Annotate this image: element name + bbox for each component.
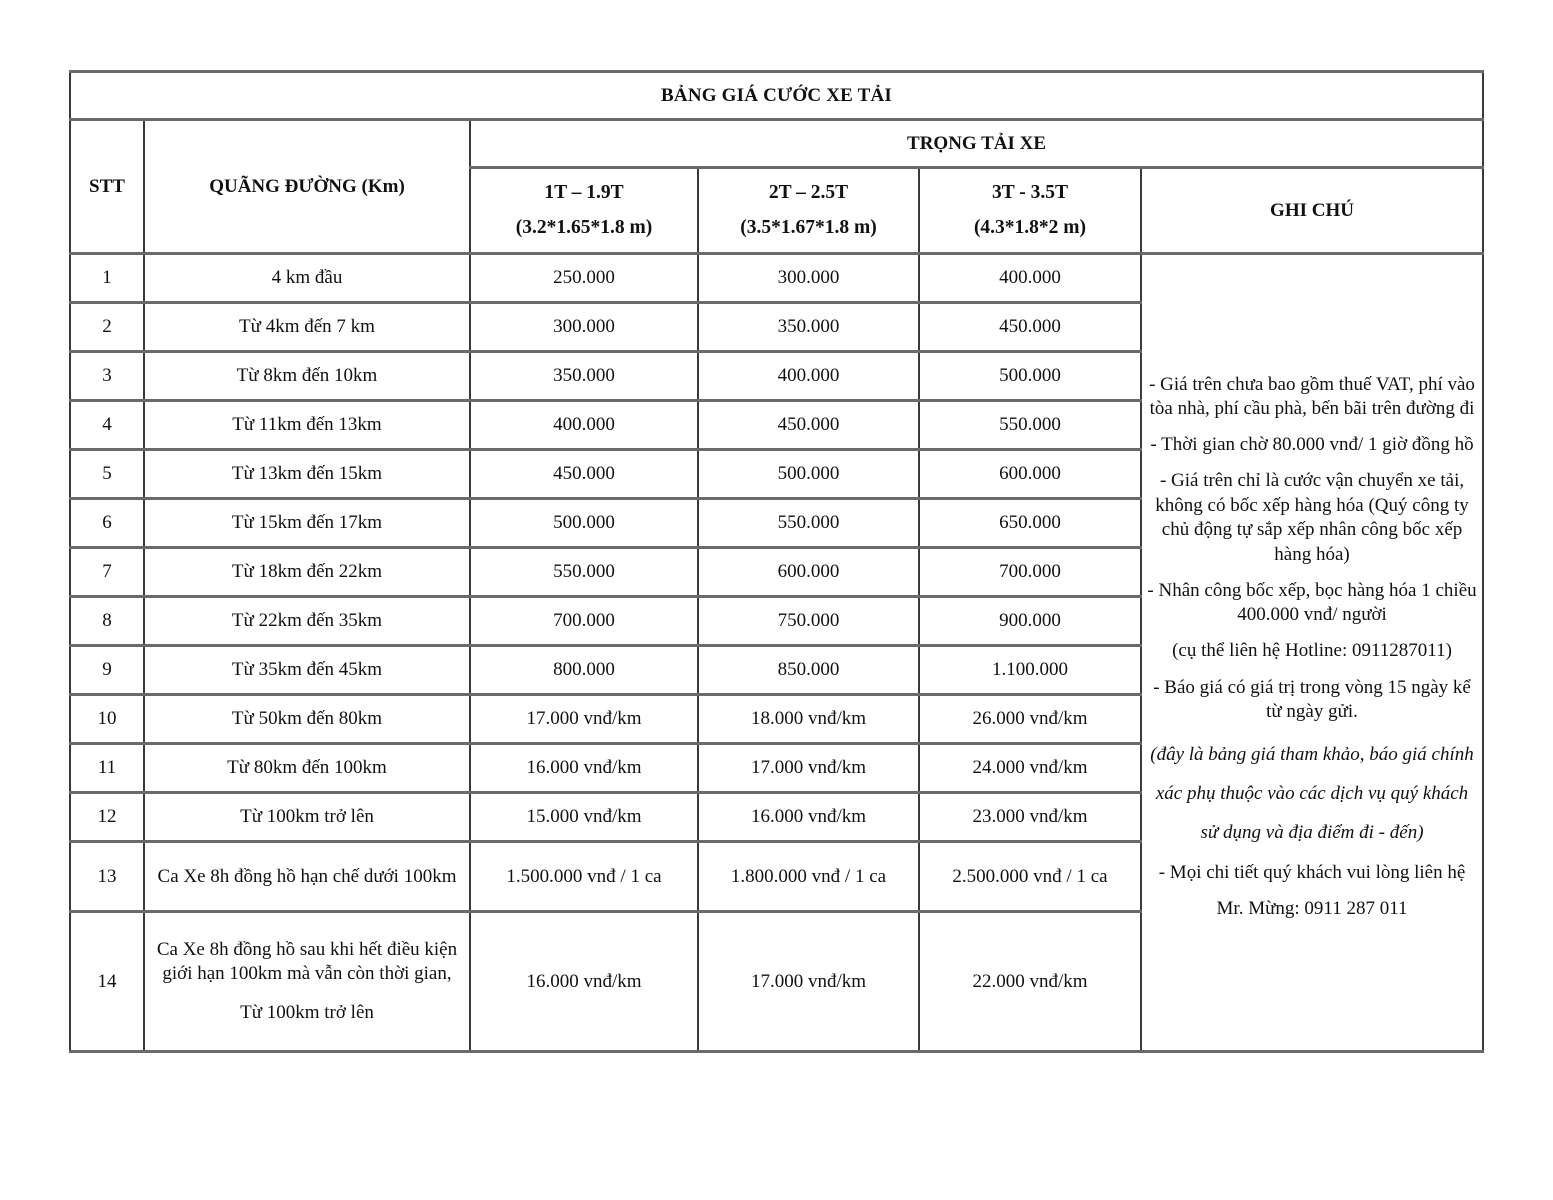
stt-cell: 13 (70, 842, 144, 912)
stt-cell: 1 (70, 254, 144, 303)
distance-line-1: Ca Xe 8h đồng hồ sau khi hết điều kiện giới hạn 100km mà vẫn còn thời gian, (156, 938, 458, 984)
distance-cell: Ca Xe 8h đồng hồ hạn chế dưới 100km (144, 842, 470, 912)
stt-cell: 5 (70, 450, 144, 499)
stt-cell: 9 (70, 646, 144, 695)
note-contact: - Mọi chi tiết quý khách vui lòng liên hệ (1158, 861, 1466, 883)
load-class-3-dims: (4.3*1.8*2 m) (973, 217, 1087, 238)
note-validity: - Báo giá có giá trị trong vòng 15 ngày kể từ ngày gửi. (1153, 676, 1471, 723)
price-cell-1t: 16.000 vnđ/km (470, 744, 698, 793)
price-cell-1t: 700.000 (470, 597, 698, 646)
distance-cell (144, 912, 470, 1052)
note-vat: - Giá trên chưa bao gồm thuế VAT, phí vào tòa nhà, phí cầu phà, bến bãi trên đường đi (1149, 373, 1475, 420)
price-cell-3t: 24.000 vnđ/km (919, 744, 1141, 793)
price-cell-1t: 300.000 (470, 303, 698, 352)
price-cell-3t: 550.000 (919, 401, 1141, 450)
price-cell-3t: 1.100.000 (919, 646, 1141, 695)
price-cell-2t: 600.000 (698, 548, 919, 597)
price-cell-1t: 550.000 (470, 548, 698, 597)
stt-cell: 12 (70, 793, 144, 842)
header-stt: STT (70, 120, 144, 254)
price-cell-3t: 700.000 (919, 548, 1141, 597)
load-class-1-dims: (3.2*1.65*1.8 m) (515, 217, 653, 238)
distance-cell: Từ 15km đến 17km (144, 499, 470, 548)
stt-cell: 14 (70, 912, 144, 1052)
table-title-row (70, 72, 1483, 120)
stt-cell: 8 (70, 597, 144, 646)
distance-line-2: Từ 100km trở lên (240, 1002, 374, 1024)
load-class-2-dims: (3.5*1.67*1.8 m) (740, 217, 877, 238)
price-cell-3t: 500.000 (919, 352, 1141, 401)
price-cell-2t: 500.000 (698, 450, 919, 499)
load-class-2-label: 2T – 2.5T (768, 182, 849, 203)
header-load-class-1 (470, 168, 698, 254)
price-cell-1t: 400.000 (470, 401, 698, 450)
price-cell-3t: 22.000 vnđ/km (919, 912, 1141, 1052)
distance-cell: Từ 8km đến 10km (144, 352, 470, 401)
header-notes: GHI CHÚ (1141, 168, 1483, 254)
price-cell-2t: 18.000 vnđ/km (698, 695, 919, 744)
distance-cell: Từ 22km đến 35km (144, 597, 470, 646)
table-title: BẢNG GIÁ CƯỚC XE TẢI (70, 72, 1483, 120)
stt-cell: 6 (70, 499, 144, 548)
table-row (70, 254, 1483, 303)
distance-cell: Từ 50km đến 80km (144, 695, 470, 744)
price-cell-2t: 450.000 (698, 401, 919, 450)
note-hotline: (cụ thể liên hệ Hotline: 0911287011) (1172, 639, 1452, 661)
price-cell-1t: 16.000 vnđ/km (470, 912, 698, 1052)
price-cell-3t: 450.000 (919, 303, 1141, 352)
price-cell-2t: 17.000 vnđ/km (698, 744, 919, 793)
price-cell-1t: 500.000 (470, 499, 698, 548)
price-cell-2t: 1.800.000 vnđ / 1 ca (698, 842, 919, 912)
price-cell-2t: 350.000 (698, 303, 919, 352)
distance-cell: Từ 4km đến 7 km (144, 303, 470, 352)
price-cell-1t: 350.000 (470, 352, 698, 401)
note-loading-labor: - Nhân công bốc xếp, bọc hàng hóa 1 chiều 400.000 vnđ/ người (1147, 579, 1477, 626)
price-cell-1t: 1.500.000 vnđ / 1 ca (470, 842, 698, 912)
header-distance: QUÃNG ĐƯỜNG (Km) (144, 120, 470, 254)
note-reference-disclaimer: (đây là bảng giá tham khảo, báo giá chính xác phụ thuộc vào các dịch vụ quý khách sử dụng và địa điểm đi - đến) (1150, 744, 1474, 843)
distance-cell: Từ 100km trở lên (144, 793, 470, 842)
stt-cell: 2 (70, 303, 144, 352)
price-cell-3t: 23.000 vnđ/km (919, 793, 1141, 842)
header-load-class-2 (698, 168, 919, 254)
price-cell-1t: 17.000 vnđ/km (470, 695, 698, 744)
distance-cell: Từ 11km đến 13km (144, 401, 470, 450)
price-cell-3t: 600.000 (919, 450, 1141, 499)
price-cell-2t: 17.000 vnđ/km (698, 912, 919, 1052)
price-cell-3t: 2.500.000 vnđ / 1 ca (919, 842, 1141, 912)
distance-cell: Từ 80km đến 100km (144, 744, 470, 793)
price-cell-1t: 250.000 (470, 254, 698, 303)
note-waiting-time: - Thời gian chờ 80.000 vnđ/ 1 giờ đồng hồ (1150, 434, 1474, 456)
load-class-1-label: 1T – 1.9T (544, 182, 624, 203)
price-cell-2t: 300.000 (698, 254, 919, 303)
note-contact-phone: Mr. Mừng: 0911 287 011 (1216, 897, 1408, 919)
load-class-3-label: 3T - 3.5T (991, 182, 1069, 203)
price-cell-2t: 750.000 (698, 597, 919, 646)
price-cell-3t: 650.000 (919, 499, 1141, 548)
freight-price-table (69, 70, 1484, 1053)
price-cell-3t: 400.000 (919, 254, 1141, 303)
price-cell-2t: 16.000 vnđ/km (698, 793, 919, 842)
price-cell-1t: 450.000 (470, 450, 698, 499)
header-load-class-3 (919, 168, 1141, 254)
header-load-group: TRỌNG TẢI XE (470, 120, 1483, 168)
distance-cell: 4 km đầu (144, 254, 470, 303)
price-cell-3t: 900.000 (919, 597, 1141, 646)
price-cell-1t: 800.000 (470, 646, 698, 695)
distance-cell: Từ 18km đến 22km (144, 548, 470, 597)
note-transport-only: - Giá trên chỉ là cước vận chuyển xe tải, không có bốc xếp hàng hóa (Quý công ty chủ động tự sắp xếp nhân công bốc xếp hàng hóa) (1155, 469, 1469, 565)
price-cell-2t: 400.000 (698, 352, 919, 401)
stt-cell: 11 (70, 744, 144, 793)
notes-cell (1141, 254, 1483, 1052)
price-cell-1t: 15.000 vnđ/km (470, 793, 698, 842)
distance-cell: Từ 35km đến 45km (144, 646, 470, 695)
stt-cell: 4 (70, 401, 144, 450)
header-band-row (70, 120, 1483, 168)
stt-cell: 7 (70, 548, 144, 597)
distance-cell: Từ 13km đến 15km (144, 450, 470, 499)
price-cell-2t: 550.000 (698, 499, 919, 548)
stt-cell: 3 (70, 352, 144, 401)
price-cell-3t: 26.000 vnđ/km (919, 695, 1141, 744)
price-cell-2t: 850.000 (698, 646, 919, 695)
stt-cell: 10 (70, 695, 144, 744)
